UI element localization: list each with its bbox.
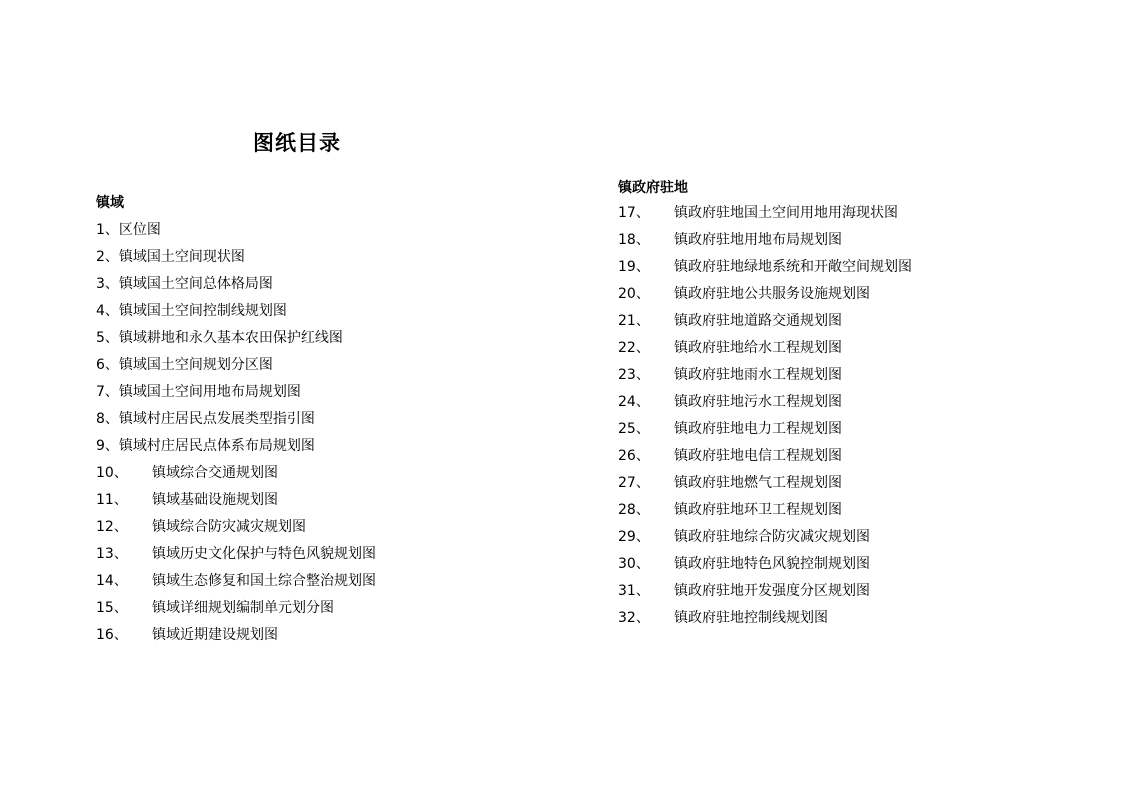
list-item xyxy=(618,578,912,605)
list-item xyxy=(96,406,376,433)
list-item xyxy=(96,568,376,595)
item-number: 11、 xyxy=(96,492,128,508)
list-item xyxy=(618,416,912,443)
item-label: 镇政府驻地雨水工程规划图 xyxy=(674,367,842,383)
item-number: 22、 xyxy=(618,340,650,356)
item-label: 镇政府驻地用地布局规划图 xyxy=(674,232,842,248)
item-label: 镇域国土空间现状图 xyxy=(118,249,245,265)
item-number: 32、 xyxy=(618,610,650,626)
item-number: 6、 xyxy=(96,357,119,373)
item-label: 镇政府驻地控制线规划图 xyxy=(674,610,828,626)
item-number: 26、 xyxy=(618,448,650,464)
list-item xyxy=(96,514,376,541)
item-label: 镇政府驻地环卫工程规划图 xyxy=(674,502,842,518)
item-number: 9、 xyxy=(96,438,119,454)
item-label: 镇域历史文化保护与特色风貌规划图 xyxy=(152,546,376,562)
item-label: 镇政府驻地综合防灾减灾规划图 xyxy=(674,529,870,545)
item-label: 镇政府驻地国土空间用地用海现状图 xyxy=(674,205,898,221)
item-number: 5、 xyxy=(96,330,119,346)
list-item xyxy=(618,200,912,227)
item-label: 镇政府驻地开发强度分区规划图 xyxy=(674,583,870,599)
item-label: 镇域国土空间控制线规划图 xyxy=(118,303,287,319)
list-item xyxy=(96,325,376,352)
list-item xyxy=(618,308,912,335)
list-item xyxy=(96,217,376,244)
item-label: 镇政府驻地道路交通规划图 xyxy=(674,313,842,329)
list-item xyxy=(618,443,912,470)
list-item xyxy=(96,622,376,649)
item-number: 13、 xyxy=(96,546,128,562)
section-heading-government-seat: 镇政府驻地 xyxy=(618,180,688,196)
item-label: 镇域村庄居民点发展类型指引图 xyxy=(118,411,315,427)
list-item xyxy=(618,470,912,497)
item-number: 4、 xyxy=(96,303,119,319)
list-item xyxy=(618,254,912,281)
item-label: 镇政府驻地污水工程规划图 xyxy=(674,394,842,410)
item-number: 8、 xyxy=(96,411,119,427)
list-item xyxy=(96,541,376,568)
item-number: 29、 xyxy=(618,529,650,545)
town-area-drawing-list xyxy=(96,217,376,649)
item-label: 镇域国土空间总体格局图 xyxy=(118,276,273,292)
town-area-section xyxy=(96,193,376,649)
list-item xyxy=(618,497,912,524)
government-seat-section xyxy=(618,178,912,632)
item-label: 镇域国土空间规划分区图 xyxy=(118,357,273,373)
item-number: 28、 xyxy=(618,502,650,518)
item-number: 17、 xyxy=(618,205,650,221)
item-label: 镇域综合防灾减灾规划图 xyxy=(152,519,306,535)
item-label: 镇域生态修复和国土综合整治规划图 xyxy=(152,573,376,589)
item-number: 7、 xyxy=(96,384,119,400)
list-item xyxy=(96,379,376,406)
item-label: 镇政府驻地公共服务设施规划图 xyxy=(674,286,870,302)
item-number: 16、 xyxy=(96,627,128,643)
item-label: 镇域详细规划编制单元划分图 xyxy=(152,600,334,616)
item-number: 20、 xyxy=(618,286,650,302)
item-number: 31、 xyxy=(618,583,650,599)
list-item xyxy=(96,460,376,487)
list-item xyxy=(618,335,912,362)
list-item xyxy=(618,281,912,308)
list-item xyxy=(96,271,376,298)
list-item xyxy=(96,595,376,622)
item-label: 镇政府驻地给水工程规划图 xyxy=(674,340,842,356)
item-label: 镇政府驻地电信工程规划图 xyxy=(674,448,842,464)
list-item xyxy=(618,524,912,551)
item-number: 15、 xyxy=(96,600,128,616)
list-item xyxy=(618,227,912,254)
government-seat-drawing-list xyxy=(618,200,912,632)
item-number: 24、 xyxy=(618,394,650,410)
item-label: 镇政府驻地特色风貌控制规划图 xyxy=(674,556,870,572)
item-number: 21、 xyxy=(618,313,650,329)
list-item xyxy=(96,352,376,379)
item-label: 镇政府驻地燃气工程规划图 xyxy=(674,475,842,491)
item-number: 30、 xyxy=(618,556,650,572)
item-label: 镇域村庄居民点体系布局规划图 xyxy=(118,438,315,454)
item-number: 19、 xyxy=(618,259,650,275)
item-number: 10、 xyxy=(96,465,128,481)
list-item xyxy=(96,298,376,325)
list-item xyxy=(96,487,376,514)
section-heading-town-area: 镇域 xyxy=(96,195,124,211)
item-label: 镇域基础设施规划图 xyxy=(152,492,278,508)
item-label: 镇域近期建设规划图 xyxy=(152,627,278,643)
item-number: 18、 xyxy=(618,232,650,248)
list-item xyxy=(618,551,912,578)
item-number: 12、 xyxy=(96,519,128,535)
item-number: 27、 xyxy=(618,475,650,491)
item-label: 镇域耕地和永久基本农田保护红线图 xyxy=(118,330,343,346)
item-label: 区位图 xyxy=(118,222,161,238)
item-number: 14、 xyxy=(96,573,128,589)
item-number: 3、 xyxy=(96,276,119,292)
item-label: 镇政府驻地绿地系统和开敞空间规划图 xyxy=(674,259,912,275)
item-label: 镇政府驻地电力工程规划图 xyxy=(674,421,842,437)
list-item xyxy=(618,389,912,416)
item-label: 镇域国土空间用地布局规划图 xyxy=(118,384,301,400)
item-number: 25、 xyxy=(618,421,650,437)
item-label: 镇域综合交通规划图 xyxy=(152,465,278,481)
item-number: 2、 xyxy=(96,249,119,265)
item-number: 23、 xyxy=(618,367,650,383)
item-number: 1、 xyxy=(96,222,119,238)
list-item xyxy=(618,362,912,389)
list-item xyxy=(96,433,376,460)
list-item xyxy=(618,605,912,632)
page-title: 图纸目录 xyxy=(253,131,341,155)
list-item xyxy=(96,244,376,271)
